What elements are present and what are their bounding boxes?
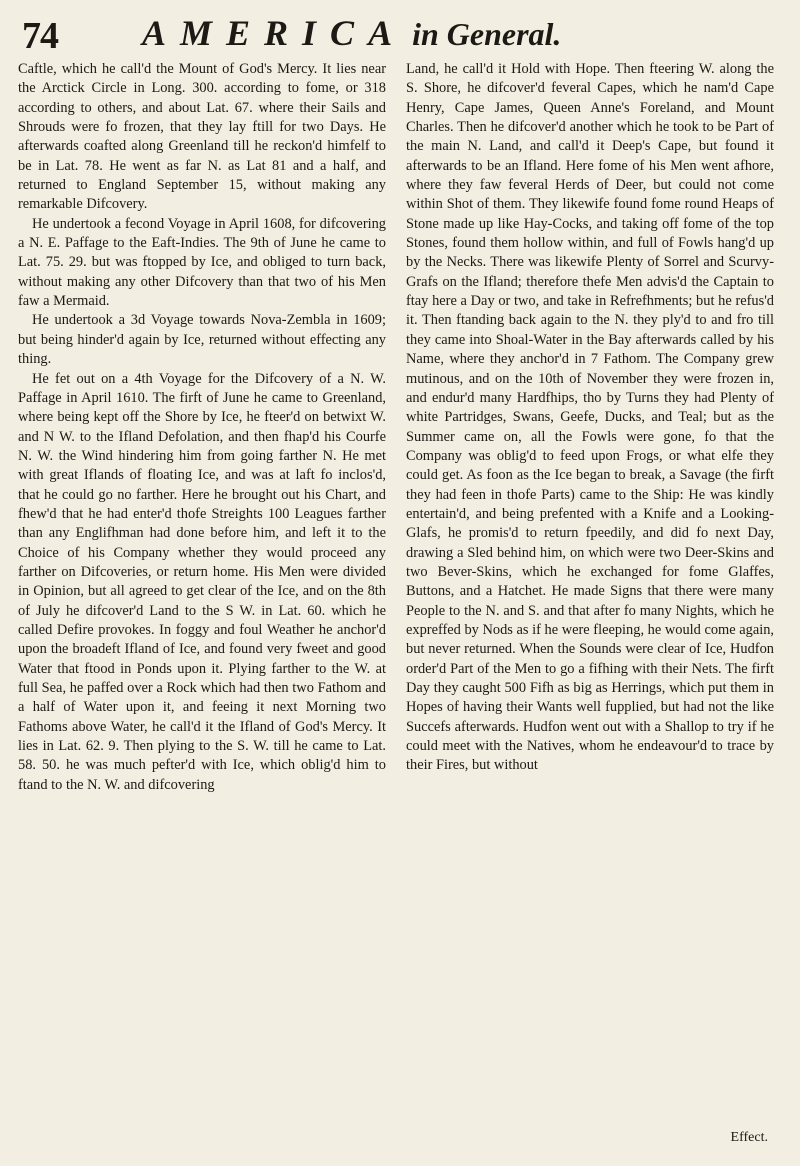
- paragraph: Caftle, which he call'd the Mount of God's Mercy. It lies near the Arctick Circle in Long. 300. according to fome, or 318 according to others, and about Lat. 67. where their Sails and Shrouds were fo frozen, that they lay ftill for two Days. He afterwards coafted along Greenland till he reckon'd himfelf to be in Lat. 78. He went as far N. as Lat 81 and a half, and returned to England September 15, without making any remarkable Difcovery.: [18, 61, 386, 213]
- paragraph: He fet out on a 4th Voyage for the Difcovery of a N. W. Paffage in April 1610. The firft of June he came to Greenland, where being kept off the Shore by Ice, he fteer'd on betwixt W. and N W. to the Ifland Defolation, and then fhap'd his Courfe N. W. the Wind hindering him from going farther N. He met with great Iflands of floating Ice, and was at laft fo inclos'd, that he could go no farther. Here he brought out his Chart, and fhew'd that he had enter'd thofe Streights 100 Leagues farther than any Englifhman had done before him, and left it to the Choice of his Company whether they would proceed any farther on Difcoveries, or return home. His Men were divided in Opinion, but all agreed to get clear of the Ice, and on the 8th of July he difcover'd Land to the S W. in Lat. 60. which he called Defire provokes. In foggy and foul Weather he anchor'd upon the broadeft Ifland of Ice, and found very fweet and good Water that ftood in Ponds upon it. Plying farther to the W. at full Sea, he paffed over a Rock which had then two Fathom and a half of Water upon it, and feeing it next Morning two Fathoms above Water, he call'd it the Ifland of God's Mercy. It lies in Lat. 62. 9. Then plying to the S. W. till he came to Lat. 58. 50. he was much pefter'd with Ice, which oblig'd him to ftand to the N. W. and difcovering: [18, 370, 386, 793]
- paragraph: Land, he call'd it Hold with Hope. Then fteering W. along the S. Shore, he difcover'd feveral Capes, which he nam'd Cape Henry, Cape James, Queen Anne's Foreland, and Mount Charles. Then he difcover'd another which he took to be Part of the main N. Land, and call'd it Deep's Cape, but found it afterwards to be an Ifland. Here fome of his Men went afhore, where they faw feveral Herds of Deer, but could not come within Shot of them. They likewife found fome round Heaps of Stone made up like Hay-Cocks, and taking off fome of the top Stones, found them hollow within, and full of Fowls hang'd up by the Necks. There was likewife Plenty of Sorrel and Scurvy-Grafs on the Ifland; therefore thefe Men advis'd the Captain to ftay here a Day or two, and take in Refrefhments; but he refus'd it. Then ftanding back again to the N. they ply'd to and fro till they came into Shoal-Water in the Bay afterwards called by his Name, where they anchor'd in 7 Fathom. The Company grew mutinous, and on the 10th of November they were frozen in, and endur'd many Hardfhips, tho by Turns they had Plenty of white Partridges, Swans, Geefe, Ducks, and Teal; but as the Summer came on, all the Fowls were gone, fo that the Company was oblig'd to feed upon Frogs, or what elfe they could get. As foon as the Ice began to break, a Savage (the firft they had feen in thofe Parts) came to the Ship: He was kindly entertain'd, and being prefented with a Knife and a Looking-Glafs, he promis'd to return fpeedily, and did fo next Day, drawing a Sled behind him, on which were two Deer-Skins and two Bever-Skins, which he exchanged for fome Glaffes, Buttons, and a Hatchet. He made Signs that there were many People to the N. and S. and that after fo many Nights, which he expreffed by Nods as if he were fleeping, he would come again, but never returned. When the Sounds were clear of Ice, Hudfon order'd Part of the Men to go a fifhing with their Nets. The firft Day they caught 500 Fifh as big as Herrings, which put them in Hopes of having their Wants well fupplied, but had not the like Succefs afterwards. Hudfon went out with a Shallop to try if he could meet with the Natives, whom he endeavour'd to trace by their Fires, but without: [406, 61, 774, 774]
- running-head: [142, 12, 561, 54]
- page-number: 74: [22, 15, 58, 57]
- running-head-title: AMERICA: [142, 13, 407, 53]
- page-header: [22, 10, 782, 58]
- paragraph: He undertook a fecond Voyage in April 1608, for difcovering a N. E. Paffage to the Eaft-Indies. The 9th of June he came to Lat. 75. 29. but was ftopped by Ice, and obliged to turn back, without making any other Difcovery than that two of his Men faw a Mermaid.: [18, 215, 386, 310]
- catchword: Effect.: [730, 1130, 768, 1145]
- left-column: [18, 60, 386, 1160]
- paragraph: He undertook a 3d Voyage towards Nova-Zembla in 1609; but being hinder'd again by Ice, returned without effecting any thing.: [18, 312, 386, 368]
- right-column: [406, 60, 774, 1160]
- text-columns: [18, 60, 784, 1160]
- running-head-subtitle: in General.: [412, 16, 562, 52]
